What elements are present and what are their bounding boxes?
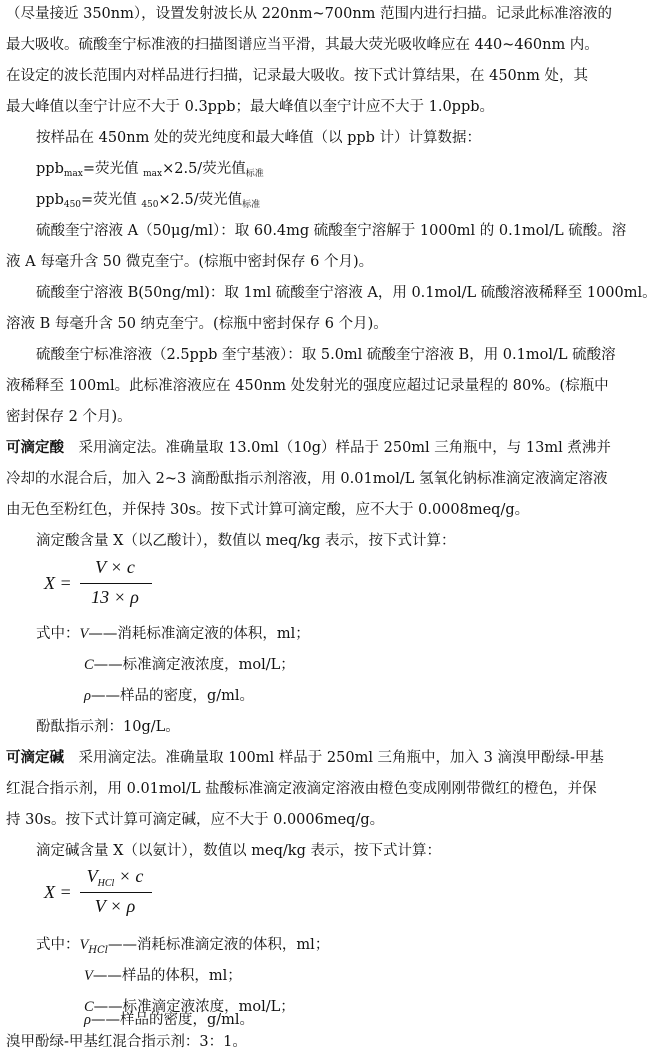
indicator-line [6, 1032, 653, 1052]
formula-ppb-max: ppb$_{max}$=荧光值 $_{max}$×2.5/荧光值$_{标准}$ [36, 161, 264, 179]
where-line: ρ——样品的密度，g/ml。 [84, 688, 255, 704]
where-line: V——样品的体积，ml； [84, 968, 242, 984]
para-line: 液稀释至 100ml。此标准溶液应在 450nm 处发射光的强度应超过记录量程的 80%。(棕瓶中 [6, 378, 609, 394]
para-line: 滴定酸含量 X（以乙酸计），数值以 meq/kg 表示，按下式计算： [36, 533, 456, 549]
para-line: 硫酸奎宁溶液 B(50ng/ml)：取 1ml 硫酸奎宁溶液 A，用 0.1mol/L 硫酸溶液稀释至 1000ml。 [36, 285, 657, 301]
formula-acid: X = V × c 13 × ρ [44, 557, 164, 613]
para-line: 酚酞指示剂：10g/L。 [36, 719, 180, 735]
formula-base: X = $V_{HCl} \times c$ V × ρ [44, 866, 164, 926]
where-line: C——标准滴定液浓度，mol/L； [84, 657, 295, 673]
para-line: 密封保存 2 个月)。 [6, 409, 132, 425]
para-line: 滴定碱含量 X（以氨计），数值以 meq/kg 表示，按下式计算： [36, 843, 441, 859]
para-line: 红混合指示剂，用 0.01mol/L 盐酸标准滴定液滴定溶液由橙色变成刚刚带微红的橙色，并保 [6, 781, 597, 797]
section-titratable-acid: 可滴定酸 采用滴定法。准确量取 13.0ml（10g）样品于 250ml 三角瓶中，与 13ml 煮沸并 [6, 439, 611, 456]
where-line: 式中：V——消耗标准滴定液的体积，ml； [36, 626, 310, 642]
para-line: 液 A 每毫升含 50 微克奎宁。(棕瓶中密封保存 6 个月)。 [6, 254, 374, 270]
where-line-density-part: ρ [84, 1012, 91, 1028]
para-line: 溶液 B 每毫升含 50 纳克奎宁。(棕瓶中密封保存 6 个月)。 [6, 316, 388, 332]
where-line-density [84, 1010, 653, 1030]
where-line: 式中：$V_{HCl}——$消耗标准滴定液的体积，ml； [36, 937, 330, 956]
para-line: （尽量接近 350nm），设置发射波长从 220nm~700nm 范围内进行扫描。记录此标准溶液的 [6, 6, 613, 22]
indicator-line-part: 溴甲酚绿-甲基红混合指示剂：3：1。 [6, 1034, 247, 1050]
para-line: 硫酸奎宁标准溶液（2.5ppb 奎宁基液）：取 5.0ml 硫酸奎宁溶液 B，用 0.1mol/L 硫酸溶 [36, 347, 616, 363]
section-heading: 可滴定碱 [6, 749, 64, 766]
para-line: 最大峰值以奎宁计应不大于 0.3ppb；最大峰值以奎宁计应不大于 1.0ppb。 [6, 99, 495, 115]
para-line: 在设定的波长范围内对样品进行扫描，记录最大吸收。按下式计算结果，在 450nm 处，其 [6, 68, 588, 84]
section-heading: 可滴定酸 [6, 439, 64, 456]
section-titratable-base: 可滴定碱 采用滴定法。准确量取 100ml 样品于 250ml 三角瓶中，加入 3 滴溴甲酚绿-甲基 [6, 749, 604, 766]
where-line: C——标准滴定液浓度，mol/L； [84, 999, 295, 1015]
para-line: 冷却的水混合后，加入 2~3 滴酚酞指示剂溶液，用 0.01mol/L 氢氧化钠标准滴定液滴定溶液 [6, 471, 608, 487]
para-line: 持 30s。按下式计算可滴定碱，应不大于 0.0006meq/g。 [6, 812, 385, 828]
para-line: 由无色至粉红色，并保持 30s。按下式计算可滴定酸，应不大于 0.0008meq/g。 [6, 502, 530, 518]
formula-ppb-450: ppb$_{450}$=荧光值 $_{450}$×2.5/荧光值$_{标准}$ [36, 192, 261, 210]
where-line-density-part: ——样品的密度，g/ml。 [90, 1012, 255, 1028]
para-line: 硫酸奎宁溶液 A（50μg/ml）：取 60.4mg 硫酸奎宁溶解于 1000ml 的 0.1mol/L 硫酸。溶 [36, 223, 627, 239]
para-line: 最大吸收。硫酸奎宁标准液的扫描图谱应当平滑，其最大荧光吸收峰应在 440~460nm 内。 [6, 37, 599, 53]
para-line: 按样品在 450nm 处的荧光纯度和最大峰值（以 ppb 计）计算数据： [36, 130, 482, 146]
